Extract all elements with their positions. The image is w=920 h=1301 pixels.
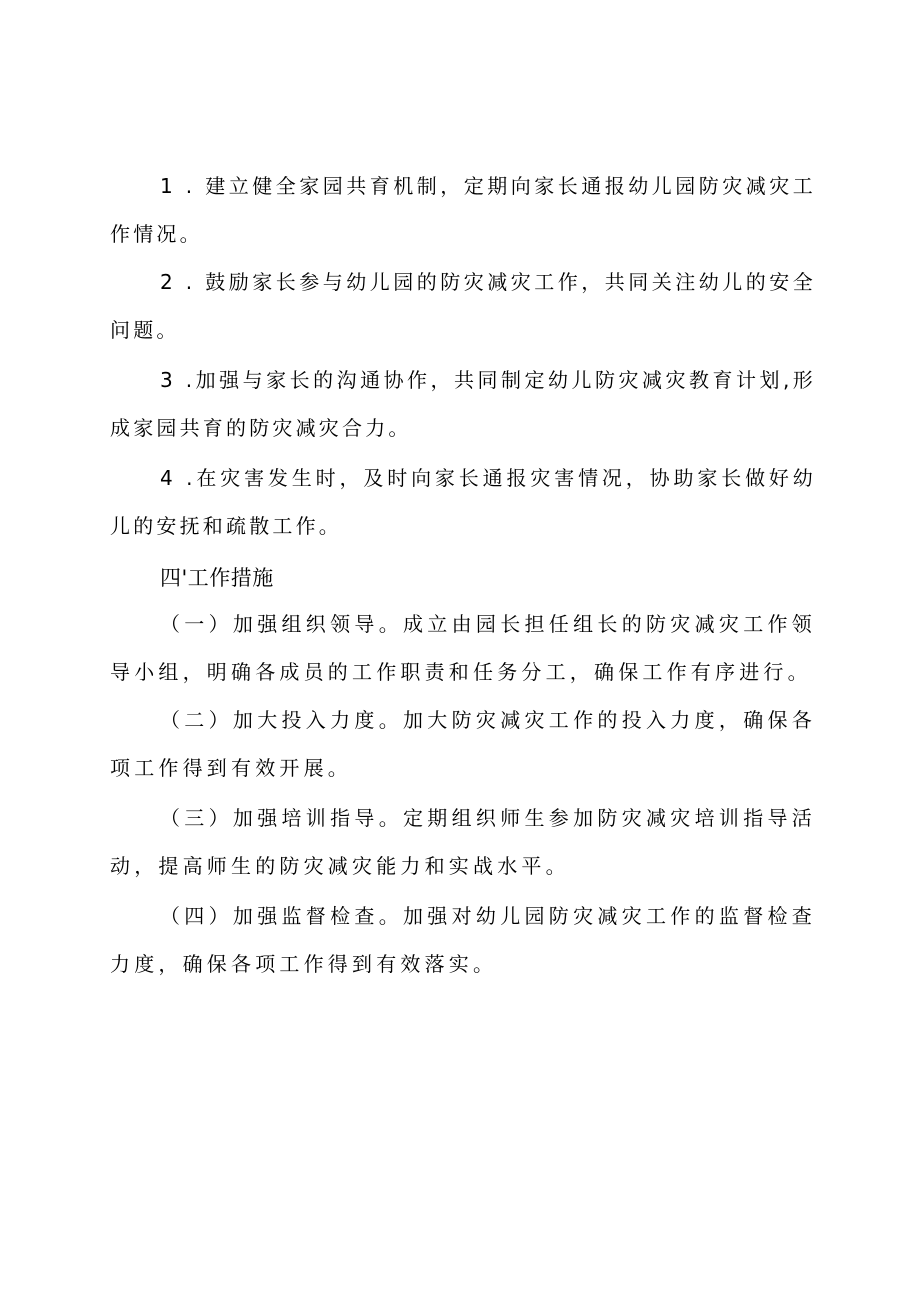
numbered-item-3: 3 .加强与家长的沟通协作，共同制定幼儿防灾减灾教育计划,形成家园共育的防灾减灾合力。: [110, 368, 816, 440]
section-heading: 四'工作措施: [160, 566, 274, 590]
measure-item-2: （二）加大投入力度。加大防灾减灾工作的投入力度，确保各项工作得到有效开展。: [110, 708, 816, 780]
numbered-item-2: 2 . 鼓励家长参与幼儿园的防灾减灾工作，共同关注幼儿的安全问题。: [110, 270, 816, 342]
numbered-item-1: 1 . 建立健全家园共育机制，定期向家长通报幼儿园防灾减灾工作情况。: [110, 174, 816, 246]
measure-item-3: （三）加强培训指导。定期组织师生参加防灾减灾培训指导活动，提高师生的防灾减灾能力和实战水平。: [110, 806, 816, 878]
measure-item-4: （四）加强监督检查。加强对幼儿园防灾减灾工作的监督检查力度，确保各项工作得到有效落实。: [110, 904, 816, 976]
numbered-item-4: 4 .在灾害发生时，及时向家长通报灾害情况，协助家长做好幼儿的安抚和疏散工作。: [110, 466, 816, 538]
measure-item-1: （一）加强组织领导。成立由园长担任组长的防灾减灾工作领导小组，明确各成员的工作职责和任务分工，确保工作有序进行。: [110, 612, 816, 684]
